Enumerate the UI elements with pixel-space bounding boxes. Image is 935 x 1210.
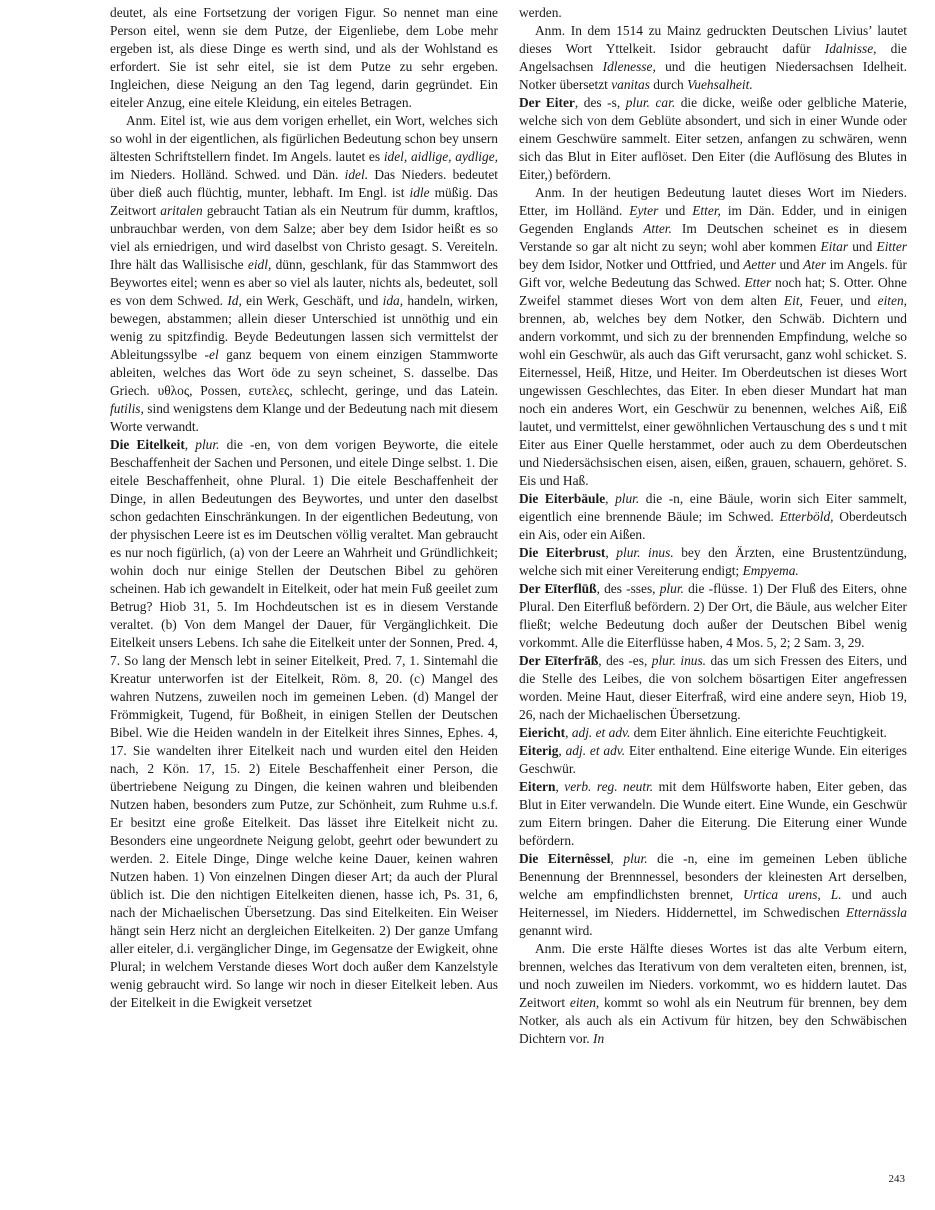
text-run: die Angelsachsen (519, 41, 907, 74)
text-run: die -n, eine Bäule, worin sich Eiter sammelt, eigentlich eine brennende Bäule; im Schwed. (519, 491, 908, 524)
page-number: 243 (888, 1173, 905, 1185)
paragraph (519, 490, 907, 544)
paragraph (519, 580, 907, 652)
text-run: Anm. Eitel ist, wie aus dem vorigen erhellet, ein Wort, welches sich so wohl in der eigentlichen, als figürlichen Bedeutung schon bey unsern ältesten Schriftstellern findet. Im Angels. lautet es (110, 113, 498, 164)
text-run: , des -es, (598, 653, 652, 668)
text-run: , (565, 725, 572, 740)
italic-text: Eitar (820, 239, 849, 254)
paragraph (519, 742, 907, 778)
text-run: werden. (519, 5, 562, 20)
text-run: das um sich Fressen des Eiters, und die Stelle des Leibes, die von solchem bösartigen Eiter angefressen worden. Meine Haut, dieser Eiterfraß, wird eine andere seyn, Hiob 19, 26, nach der Michaelischen Übersetzung. (519, 653, 908, 722)
headword: Der Eīterflūß (519, 581, 597, 596)
italic-text: eiten, (877, 293, 908, 308)
text-run: , (610, 851, 624, 866)
italic-text: plur. (659, 581, 684, 596)
paragraph (519, 778, 907, 850)
text-run: Eiter enthaltend. Eine eiterige Wunde. Ein eiteriges Geschwür. (519, 743, 907, 776)
headword: Die Eiterbrust (519, 545, 606, 560)
text-run: Im Deutschen scheinet es in diesem Verstande so gar alt nicht zu seyn; wohl aber kommen (519, 221, 907, 254)
text-run: und (658, 203, 693, 218)
paragraph (110, 436, 498, 1012)
paragraph (519, 850, 907, 940)
italic-text: Atter. (643, 221, 672, 236)
italic-text: vanitas (611, 77, 650, 92)
left-column (110, 4, 498, 1012)
text-run: , (555, 779, 565, 794)
paragraph (519, 940, 907, 1048)
italic-text: plur. (195, 437, 220, 452)
text-run: die dicke, weiße oder gelbliche Materie, welche sich von dem Geblüte absondert, und sich in einer Wunde oder einem Geschwüre sammelt. Eiter setzen, anfangen zu schwären, wenn sich das Blut in Eiter auflöset. Den Eiter (die Auflösung des Blutes in Eiter,) befördern. (519, 95, 907, 182)
italic-text: eiten, (569, 995, 600, 1010)
paragraph (519, 4, 907, 22)
text-run: ein Werk, Geschäft, und (241, 293, 383, 308)
headword: Der Eīterfrāß (519, 653, 599, 668)
text-run: die -en, von dem vorigen Beyworte, die eitele Beschaffenheit der Sachen und Personen, und eitele Dinge selbst. 1. Die eitele Beschaffenheit, ohne Plural. 1) Die eitele Beschaffenheit der Dinge, in allen Bedeutungen des Beywortes, und unter den daselbst schon gedachten Einschränkungen. In der eigentlichen Bedeutung, von der physischen Leere ist es im Deutschen völlig veraltet. Man gebraucht es nur noch figürlich, (a) von der Leere an Wahrheit und Gründlichkeit; wohin doch nur einige Stellen der Deutschen Bibel zu gehören scheinen. Hab ich gewandelt in Eitelkeit, oder hat mein Fuß geeilet zum Betrug? Hiob 31, 5. Im Hochdeutschen ist es in diesem Verstande veraltet. (b) Von dem Mangel der Dauer, für Vergänglichkeit. Die Eitelkeit unsers Lebens. Ich sahe die Eitelkeit unter der Sonnen, Pred. 4, 7. So lang der Mensch lebt in seiner Eitelkeit, Pred. 7, 1. Sintemahl die Kreatur unterworfen ist der Eitelkeit, Röm. 8, 20. (c) Mangel des wahren Nutzens, zuweilen noch im gemeinen Leben. (d) Mangel der Frömmigkeit, Tugend, für Boßheit, in einigen Stellen der Deutschen Bibel. Wie die Heiden wandeln in der Eitelkeit ihres Sinnes, Ephes. 4, 17. Sie wandelten ihrer Eitelkeit nach und wurden eitel den Heiden nach, 2 Kön. 17, 15. 2) Eitele Beschaffenheit einer Person, die übertriebene Neigung zu Dingen, die keinen wahren und bleibenden Nutzen haben, besonders zum Putze, zur Schönheit, zum Ruhme u.s.f. Er besitzt eine große Eitelkeit. Das lässet ihre Eitelkeit nicht zu. Besonders eine ungeordnete Neigung gelobt, geehrt oder bewundert zu werden. 2. Eitele Dinge, Dinge welche keine Dauer, keinen wahren Nutzen haben. 1) Von einzelnen Dingen dieser Art; da auch der Plural üblich ist. Die den nichtigen Eitelkeiten dienen, hasse ich, Ps. 31, 6, nach der Michaelischen Übersetzung. Das sind Eitelkeiten. Ein Weiser hängt sein Herz nicht an dergleichen Eitelkeiten. 2) Der ganze Umfang aller eiteler, d.i. vergänglicher Dinge, im Gegensatze der Ewigkeit, ohne Plural; in welchem Verstande dieses Wort doch außer dem Kanzelstyle wenig gebraucht wird. So lange wir noch in dieser Eitelkeit leben. Aus der Eitelkeit in die Ewigkeit versetzet (110, 437, 498, 1010)
text-run: dünn, geschlank, für das Stammwort des Beywortes eitel; wenn es aber so viel als lauter, nichts als, bedeutet, soll es von dem Schwed. (110, 257, 499, 308)
italic-text: Aetter (743, 257, 776, 272)
italic-text: Idalnisse, (824, 41, 877, 56)
italic-text: Id, (227, 293, 242, 308)
text-run: genannt wird. (519, 923, 593, 938)
italic-text: adj. et adv. (565, 743, 626, 758)
text-run: Anm. In der heutigen Bedeutung lautet dieses Wort im Nieders. Etter, im Holländ. (519, 185, 907, 218)
headword: Der Eiter (519, 95, 575, 110)
text-run: ganz bequem von einem einzigen Stammworte ableiten, welches das Wort öde zu seyn scheinet, S. dasselbe. Das Griech. υθλος, Possen, ευτελες, schlecht, geringe, und das Latein. (110, 347, 498, 398)
text-run: gebraucht Tatian als ein Neutrum für dumm, kraftlos, unbrauchbar werden, von dem Salze; aber bey dem Isidor heißt es so viel als erniedrigen, und wird daselbst von Christo gesagt. S. Vereiteln. Ihre hält das Wallisische (110, 203, 498, 272)
paragraph (519, 22, 907, 94)
paragraph (519, 724, 907, 742)
italic-text: plur. (623, 851, 648, 866)
right-column (519, 4, 907, 1048)
paragraph (519, 544, 907, 580)
text-run: durch (649, 77, 688, 92)
italic-text: Etternässla (845, 905, 907, 920)
italic-text: ida, (382, 293, 404, 308)
paragraph (110, 112, 498, 436)
italic-text: Idlenesse, (602, 59, 656, 74)
italic-text: futilis, (110, 401, 144, 416)
italic-text: eidl, (247, 257, 272, 272)
headword: Die Eitelkeit (110, 437, 185, 452)
text-run: die -n, eine im gemeinen Leben übliche Benennung der Brennnessel, besonders der kleinesten Art derselben, welche am empfindlichsten brennet, (519, 851, 908, 902)
text-run: , des -s, (574, 95, 626, 110)
text-run: müßig. Das Zeitwort (110, 185, 498, 218)
text-run: handeln, wirken, bewegen, abstammen; allein dieser Unterschied ist unnöthig und ein wenig zu spitzfindig. Beyde Bedeutungen lassen sich vermittelst der Ableitungssylbe (110, 293, 498, 362)
italic-text: Empyema. (742, 563, 799, 578)
text-run: sind wenigstens dem Klange und der Bedeutung nach mit diesem Worte verwandt. (110, 401, 498, 434)
italic-text: plur. inus. (651, 653, 707, 668)
italic-text: Ater (803, 257, 827, 272)
headword: Eiericht (519, 725, 566, 740)
text-run: dem Eiter ähnlich. Eine eiterichte Feuchtigkeit. (630, 725, 887, 740)
text-run: , (605, 545, 617, 560)
text-run: , (184, 437, 196, 452)
italic-text: idel, aidlige, aydlige, (383, 149, 499, 164)
paragraph (519, 652, 907, 724)
italic-text: Vuehsalheit. (687, 77, 753, 92)
text-run: und auch Heiternessel, im Nieders. Hiddernettel, im Schwedischen (519, 887, 907, 920)
text-run: deutet, als eine Fortsetzung der vorigen Figur. So nennet man eine Person eitel, wenn sie dem Putze, der Eigenliebe, dem Lobe mehr ergeben ist, als diese Dinge es werth sind, und als der Wohlstand es erfordert. Sie ist sehr eitel, sie ist dem Putze zu sehr ergeben. Ingleichen, diese Neigung an den Tag legend, darin gegründet. Ein eiteler Anzug, eine eitele Kleidung, ein eiteles Betragen. (110, 5, 498, 110)
italic-text: Eit, (783, 293, 803, 308)
italic-text: plur. (615, 491, 640, 506)
italic-text: plur. car. (625, 95, 676, 110)
headword: Die Eiterbäule (519, 491, 606, 506)
text-run: Oberdeutsch ein Ais, oder ein Aißen. (519, 509, 907, 542)
text-run: die -flüsse. 1) Der Fluß des Eiters, ohne Plural. Den Eiterfluß befördern. 2) Der Ort, die Bäule, aus welcher Eiter fließt; welche Bedeutung doch außer der Deutschen Bibel wenig vorkommt. Alle die Eiterflüsse haben, 4 Mos. 5, 2; 2 Sam. 3, 29. (519, 581, 907, 650)
paragraph (110, 4, 498, 112)
text-run: , (605, 491, 616, 506)
italic-text: aritalen (160, 203, 203, 218)
text-run: mit dem Hülfsworte haben, Eiter geben, das Blut in Eiter verwandeln. Die Wunde eitert. Eine Wunde, ein Geschwür zum Eitern bringen. Daher die Eiterung. Die Eiterung einer Wunde befördern. (519, 779, 908, 848)
italic-text: adj. et adv. (571, 725, 631, 740)
text-run: im Nieders. Holländ. Schwed. und Dän. (110, 167, 345, 182)
italic-text: plur. inus. (616, 545, 674, 560)
text-run: Anm. In dem 1514 zu Mainz gedruckten Deutschen Livius’ lautet dieses Wort Yttelkeit. Isidor gebraucht dafür (519, 23, 907, 56)
text-run: , (558, 743, 566, 758)
text-run: im Angels. für Gift vor, welche Bedeutung das Schwed. (519, 257, 908, 290)
text-run: Anm. Die erste Hälfte dieses Wortes ist das alte Verbum eitern, brennen, welches das Iterativum von dem veralteten eiten, brennen, ist, und noch zuweilen im Nieders. vorkommt, wo es hiddern lautet. Das Zeitwort (519, 941, 907, 1010)
italic-text: Eitter (876, 239, 908, 254)
text-run: noch hat; S. Otter. Ohne Zweifel stammet dieses Wort von dem alten (519, 275, 907, 308)
text-run: und (775, 257, 804, 272)
italic-text: Etterböld, (779, 509, 834, 524)
text-run: und die heutigen Niedersachsen Idelheit. Notker übersetzt (519, 59, 907, 92)
italic-text: idle (409, 185, 430, 200)
italic-text: Eyter (629, 203, 659, 218)
text-run: bey den Ärzten, eine Brustentzündung, welche sich mit einer Vereiterung endigt; (519, 545, 907, 578)
italic-text: Etter, (692, 203, 721, 218)
italic-text: idel. (344, 167, 369, 182)
text-run: Feuer, und (802, 293, 878, 308)
text-run: kommt so wohl als ein Neutrum für brennen, bey dem Notker, als auch als ein Activum für hitzen, bey den Schwäbischen Dichtern vor. (519, 995, 907, 1046)
italic-text: Etter (744, 275, 772, 290)
italic-text: verb. reg. neutr. (564, 779, 654, 794)
italic-text: In (593, 1031, 605, 1046)
text-run: brennen, ab, welches bey dem Notker, den Schwäb. Dichtern und andern vorkommt, und sich zu der brennenden Empfindung, welche so wohl ein Geschwür, als auch das Gift verursacht, ganz wohl schicket. S. Eiternessel, Heiß, Hitze, und Heiter. Im Oberdeutschen ist dieses Wort ungewissen Geschlechtes, das Eiter. In eben dieser Mundart hat man noch ein anderes Wort, ein Geschwür zu benennen, welches Aiß, Eiß lautet, und vermittelst, einer gewöhnlichen Vertauschung des s und t mit Eiter aus Einer Quelle herstammet, oder auch zu dem Oberdeutschen und Niedersächsischen eisen, aisen, eißen, grauen, schauern, gehöret. S. Eis und Haß. (519, 311, 907, 488)
text-run: im Dän. Edder, und in einigen Gegenden Englands (519, 203, 908, 236)
text-run: Das Nieders. bedeutet über dieß auch flüchtig, munter, lebhaft. Im Engl. ist (110, 167, 498, 200)
paragraph (519, 94, 907, 184)
text-run: , des -sses, (596, 581, 660, 596)
headword: Eitern (519, 779, 556, 794)
italic-text: Urtica urens, L. (743, 887, 842, 902)
text-run: und (848, 239, 877, 254)
headword: Eiterig (519, 743, 559, 758)
paragraph (519, 184, 907, 490)
text-run: bey dem Isidor, Notker und Ottfried, und (519, 257, 744, 272)
italic-text: -el (204, 347, 219, 362)
headword: Die Eiternêssel (519, 851, 611, 866)
